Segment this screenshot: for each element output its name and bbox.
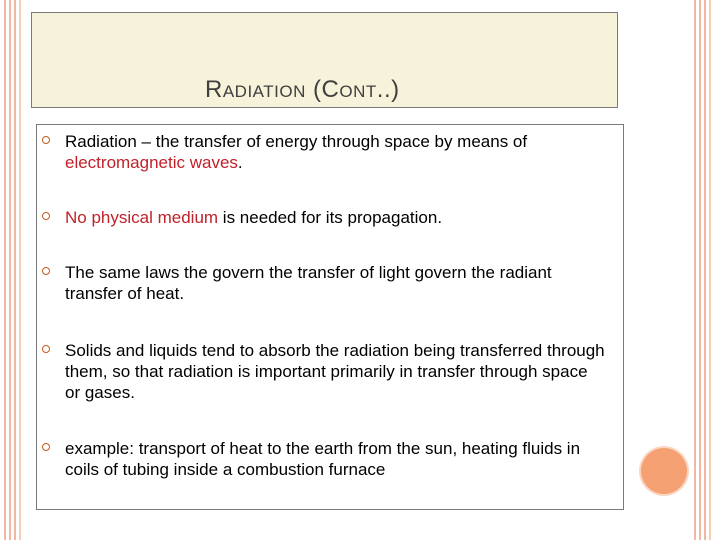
bullet-item: [42, 207, 607, 228]
bullet-text-part: Radiation – the transfer of energy through space by means of: [65, 132, 528, 151]
bullet-circle-icon: [42, 136, 50, 144]
left-decor-rail: [19, 0, 21, 540]
bullet-circle-icon: [42, 443, 50, 451]
bullet-text: The same laws the govern the transfer of light govern the radiant transfer of heat.: [65, 263, 552, 303]
title-cap-c: C: [321, 76, 340, 103]
bullet-highlight: electromagnetic waves: [65, 153, 238, 172]
right-decor-rail: [694, 0, 696, 540]
title-cap-r: R: [205, 76, 223, 103]
content-panel: [36, 124, 624, 510]
bullet-circle-icon: [42, 212, 50, 220]
right-decor-rail: [699, 0, 701, 540]
bullet-item: [42, 340, 607, 403]
bullet-item: [42, 438, 607, 480]
title-open: (: [305, 76, 322, 103]
decor-circle: [641, 448, 687, 494]
right-decor-rail: [704, 0, 706, 540]
right-decor-rail: [709, 0, 711, 540]
left-decor-rail: [9, 0, 11, 540]
bullet-text-part: is needed for its propagation.: [218, 208, 443, 227]
title-rest-1: ADIATION: [222, 82, 306, 101]
title-rest-2: ONT: [339, 82, 377, 101]
bullet-item: [42, 131, 607, 173]
bullet-text: [65, 131, 607, 173]
bullet-circle-icon: [42, 345, 50, 353]
slide-title: [205, 76, 400, 106]
bullet-highlight: No physical medium: [65, 208, 219, 227]
left-decor-rail: [14, 0, 16, 540]
bullet-circle-icon: [42, 267, 50, 275]
bullet-text: Solids and liquids tend to absorb the radiation being transferred through them, so that radiation is important primarily in transfer through space or gases.: [65, 341, 605, 402]
bullet-text: [65, 207, 607, 228]
bullet-text-part: .: [237, 153, 243, 172]
left-decor-rail: [4, 0, 6, 540]
title-close: ..): [376, 76, 400, 103]
bullet-text: example: transport of heat to the earth from the sun, heating fluids in coils of tubing inside a combustion furnace: [65, 439, 581, 479]
bullet-item: [42, 262, 607, 304]
